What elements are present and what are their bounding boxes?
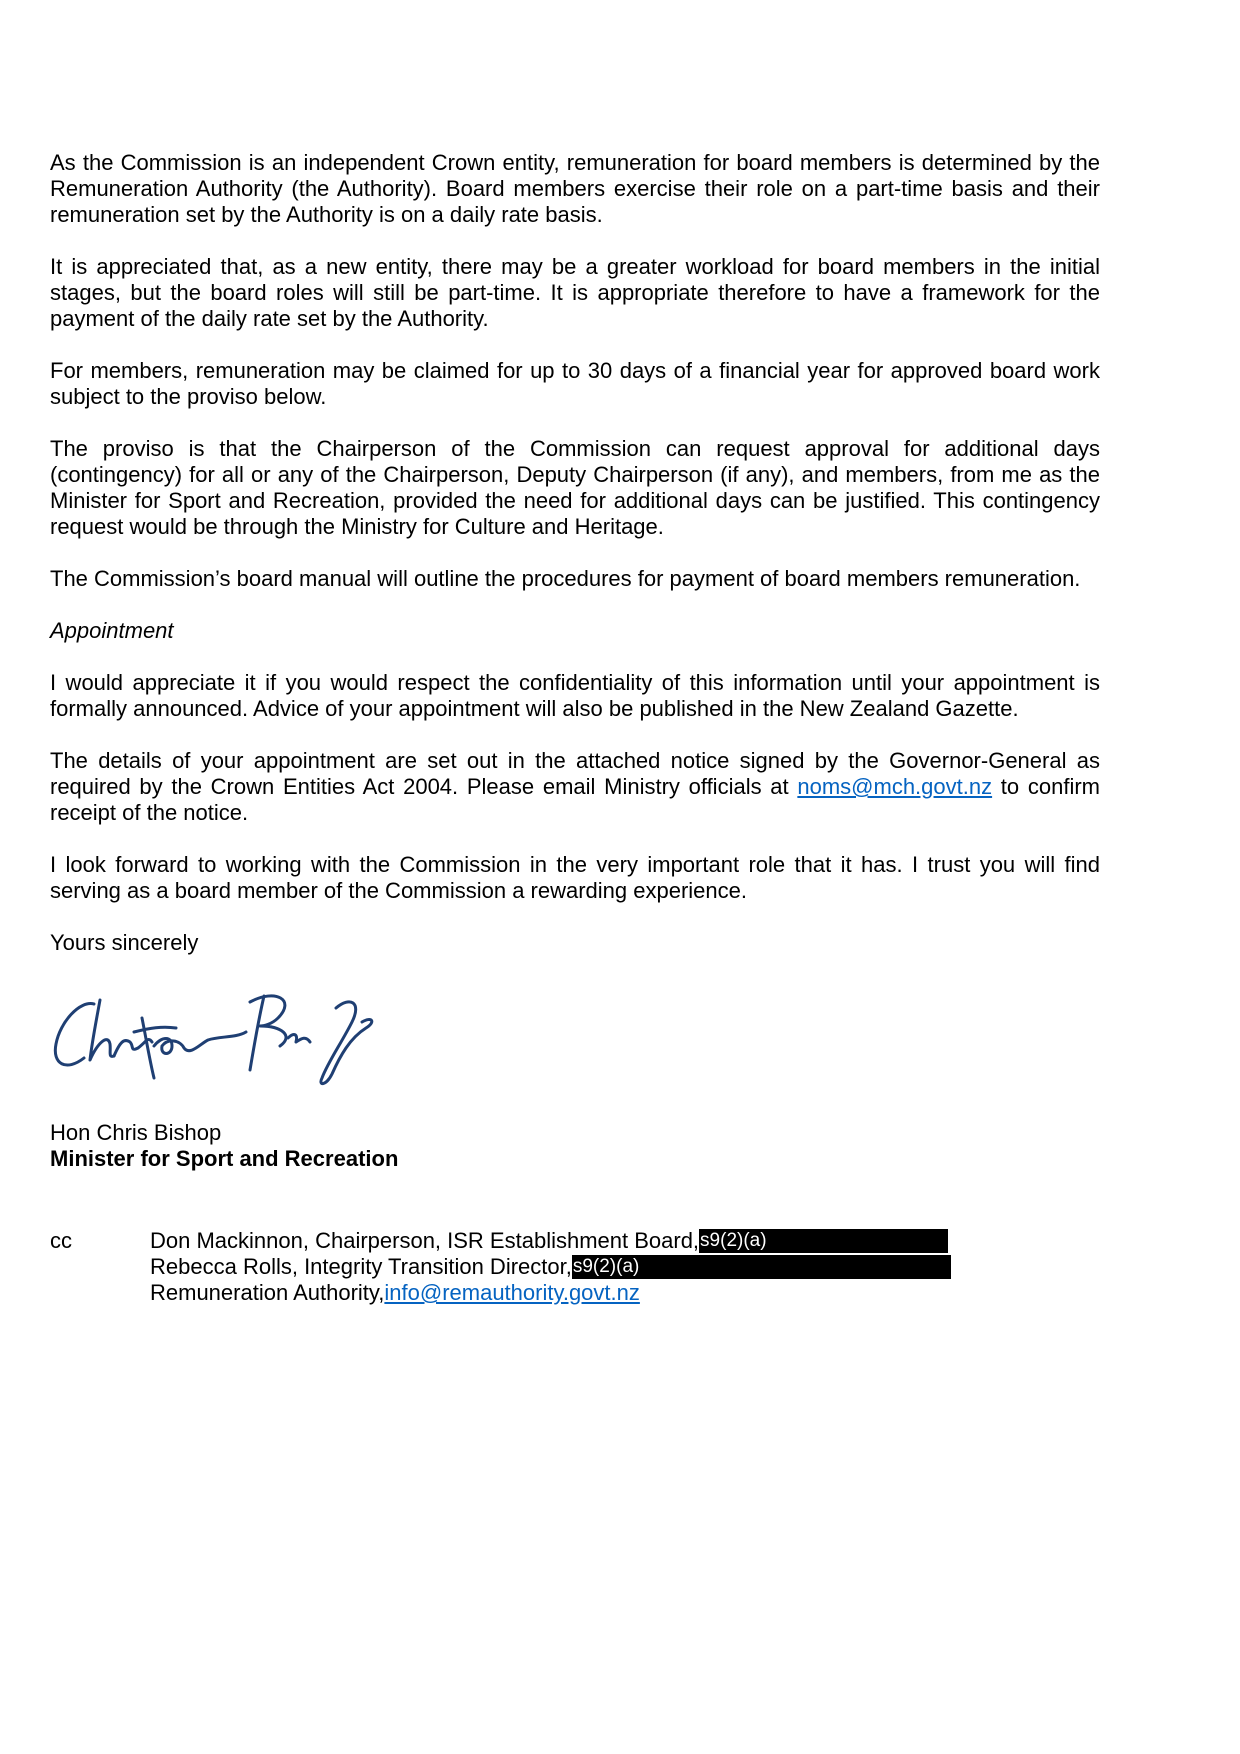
paragraph-proviso: The proviso is that the Chairperson of the Commission can request approval for additional days (contingency) for all or any of the Chairperson, Deputy Chairperson (if any), and members, from me as the Minister for Sport and Recreation, provided the need for additional days can be justified. This contingency request would be through the Ministry for Culture and Heritage. <box>50 436 1100 539</box>
paragraph-board-manual: The Commission’s board manual will outline the procedures for payment of board members remuneration. <box>50 566 1081 591</box>
letter-body <box>50 150 1100 1306</box>
sign-off: Yours sincerely <box>50 930 199 955</box>
remauthority-email-link[interactable]: info@remauthority.govt.nz <box>384 1280 640 1305</box>
cc-recipient-rebecca-rolls <box>150 1254 1100 1280</box>
paragraph-confidentiality: I would appreciate it if you would respect the confidentiality of this information until your appointment is formally announced. Advice of your appointment will also be published in the New Zealand Gazette. <box>50 670 1100 721</box>
cc-recipient-don-mackinnon <box>150 1228 1100 1254</box>
cc-recipient-text: Rebecca Rolls, Integrity Transition Director, <box>150 1254 572 1279</box>
redaction-block: s9(2)(a) <box>699 1229 948 1253</box>
noms-email-link[interactable]: noms@mch.govt.nz <box>797 774 993 799</box>
cc-recipients <box>150 1228 1100 1306</box>
signatory-name: Hon Chris Bishop <box>50 1120 222 1145</box>
paragraph-workload: It is appreciated that, as a new entity, there may be a greater workload for board members in the initial stages, but the board roles will still be part-time. It is appropriate therefore to have a framework for the payment of the daily rate set by the Authority. <box>50 254 1100 331</box>
redaction-block: s9(2)(a) <box>572 1255 951 1279</box>
signatory-title: Minister for Sport and Recreation <box>50 1146 399 1171</box>
paragraph-closing: I look forward to working with the Commission in the very important role that it has. I trust you will find serving as a board member of the Commission a rewarding experience. <box>50 852 1100 903</box>
notice-text-after: to confirm receipt of the notice. <box>50 774 1100 825</box>
cc-block <box>50 1228 1100 1306</box>
cc-label: cc <box>50 1228 72 1253</box>
cc-recipient-remuneration-authority <box>150 1280 1100 1306</box>
signature-image <box>50 982 390 1092</box>
paragraph-30-days: For members, remuneration may be claimed for up to 30 days of a financial year for approved board work subject to the proviso below. <box>50 358 1100 409</box>
section-heading-appointment: Appointment <box>50 618 174 643</box>
cc-recipient-text: Don Mackinnon, Chairperson, ISR Establishment Board, <box>150 1228 700 1253</box>
paragraph-notice <box>50 748 1100 826</box>
paragraph-remuneration-authority: As the Commission is an independent Crown entity, remuneration for board members is determined by the Remuneration Authority (the Authority). Board members exercise their role on a part-time basis and their remuneration set by the Authority is on a daily rate basis. <box>50 150 1100 227</box>
cc-recipient-text: Remuneration Authority, <box>150 1280 385 1305</box>
notice-text-before: The details of your appointment are set out in the attached notice signed by the Governor-General as required by the Crown Entities Act 2004. Please email Ministry officials at <box>50 748 1100 799</box>
